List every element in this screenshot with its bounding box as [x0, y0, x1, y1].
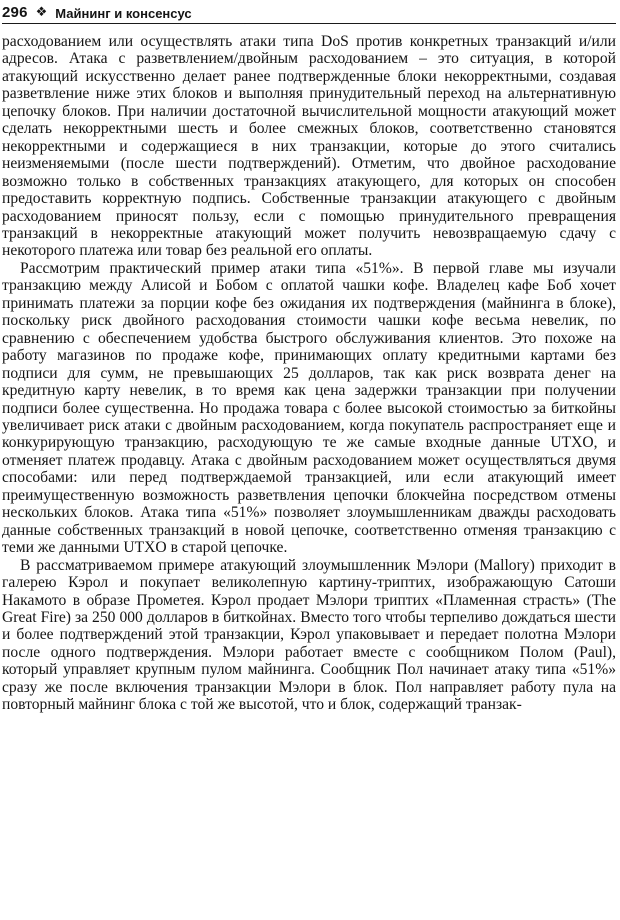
page-header: [2, 0, 616, 24]
paragraph-continuation: расходованием или осуществлять атаки типа DoS против конкретных транзакций и/или адресов. Атака с разветвлением/двойным расходованием – это ситуация, в которой атакующий искусственно делает ранее подтвержденные блоки некорректными, создавая разветвление ниже этих блоков и выполняя принудительный переход на альтернативную цепочку блоков. При наличии достаточной вычислительной мощности атакующий может сделать некорректными шесть и более смежных блоков, соответственно становятся некорректными и содержащиеся в них транзакции, которые до этого считались неизменяемыми (после шести подтверждений). Отметим, что двойное расходование возможно только в собственных транзакциях атакующего, для которых он способен предоставить корректную подпись. Собственные транзакции атакующего с двойным расходованием приносят пользу, если с помощью принудительного превращения транзакций в некорректные атакующий может получить невозвращаемую сдачу с некоторого платежа или товар без реальной его оплаты.: [2, 33, 616, 260]
diamond-separator-icon: ❖: [35, 4, 48, 19]
body-text: [2, 33, 616, 714]
page-number: 296: [2, 4, 28, 21]
paragraph-51-percent-example: Рассмотрим практический пример атаки типа «51%». В первой главе мы изучали транзакцию между Алисой и Бобом с оплатой чашки кофе. Владелец кафе Боб хочет принимать платежи за порции кофе без ожидания их подтверждения (майнинга в блоке), поскольку риск двойного расходования стоимости чашки кофе весьма невелик, по сравнению с обеспечением удобства быстрого обслуживания клиентов. Это похоже на работу магазинов по продаже кофе, принимающих оплату кредитными картами без подписи для сумм, не превышающих 25 долларов, так как риск возврата денег на кредитную карту невелик, в то время как цена задержки транзакции при получении подписи более существенна. Но продажа товара с более высокой стоимостью за биткойны увеличивает риск атаки с двойным расходованием, когда покупатель распространяет еще и конкурирующую транзакцию, расходующую те же самые входные данные UTXO, и отменяет платеж продавцу. Атака с двойным расходованием может осуществляться двумя способами: или перед подтверждаемой транзакцией, или если атакующий имеет преимущественную возможность разветвления цепочки блокчейна посредством отмены нескольких блоков. Атака типа «51%» позволяет злоумышленникам дважды расходовать данные собственных транзакций в новой цепочке, соответственно отменяя транзакцию с теми же данными UTXO в старой цепочке.: [2, 259, 616, 557]
running-title: Майнинг и консенсус: [55, 6, 192, 21]
paragraph-mallory-example: В рассматриваемом примере атакующий злоумышленник Мэлори (Mallory) приходит в галерею Кэрол и покупает великолепную картину-триптих, изображающую Сатоши Накамото в образе Прометея. Кэрол продает Мэлори триптих «Пламенная страсть» (The Great Fire) за 250 000 долларов в биткойнах. Вместо того чтобы терпеливо дождаться шести и более подтверждений этой транзакции, Кэрол упаковывает и передает полотна Мэлори после одного подтверждения. Мэлори работает вместе с сообщником Полом (Paul), который управляет крупным пулом майнинга. Сообщник Пол начинает атаку типа «51%» сразу же после включения транзакции Мэлори в блок. Пол направляет работу пула на повторный майнинг блока с той же высотой, что и блок, содержащий транзак-: [2, 556, 616, 714]
